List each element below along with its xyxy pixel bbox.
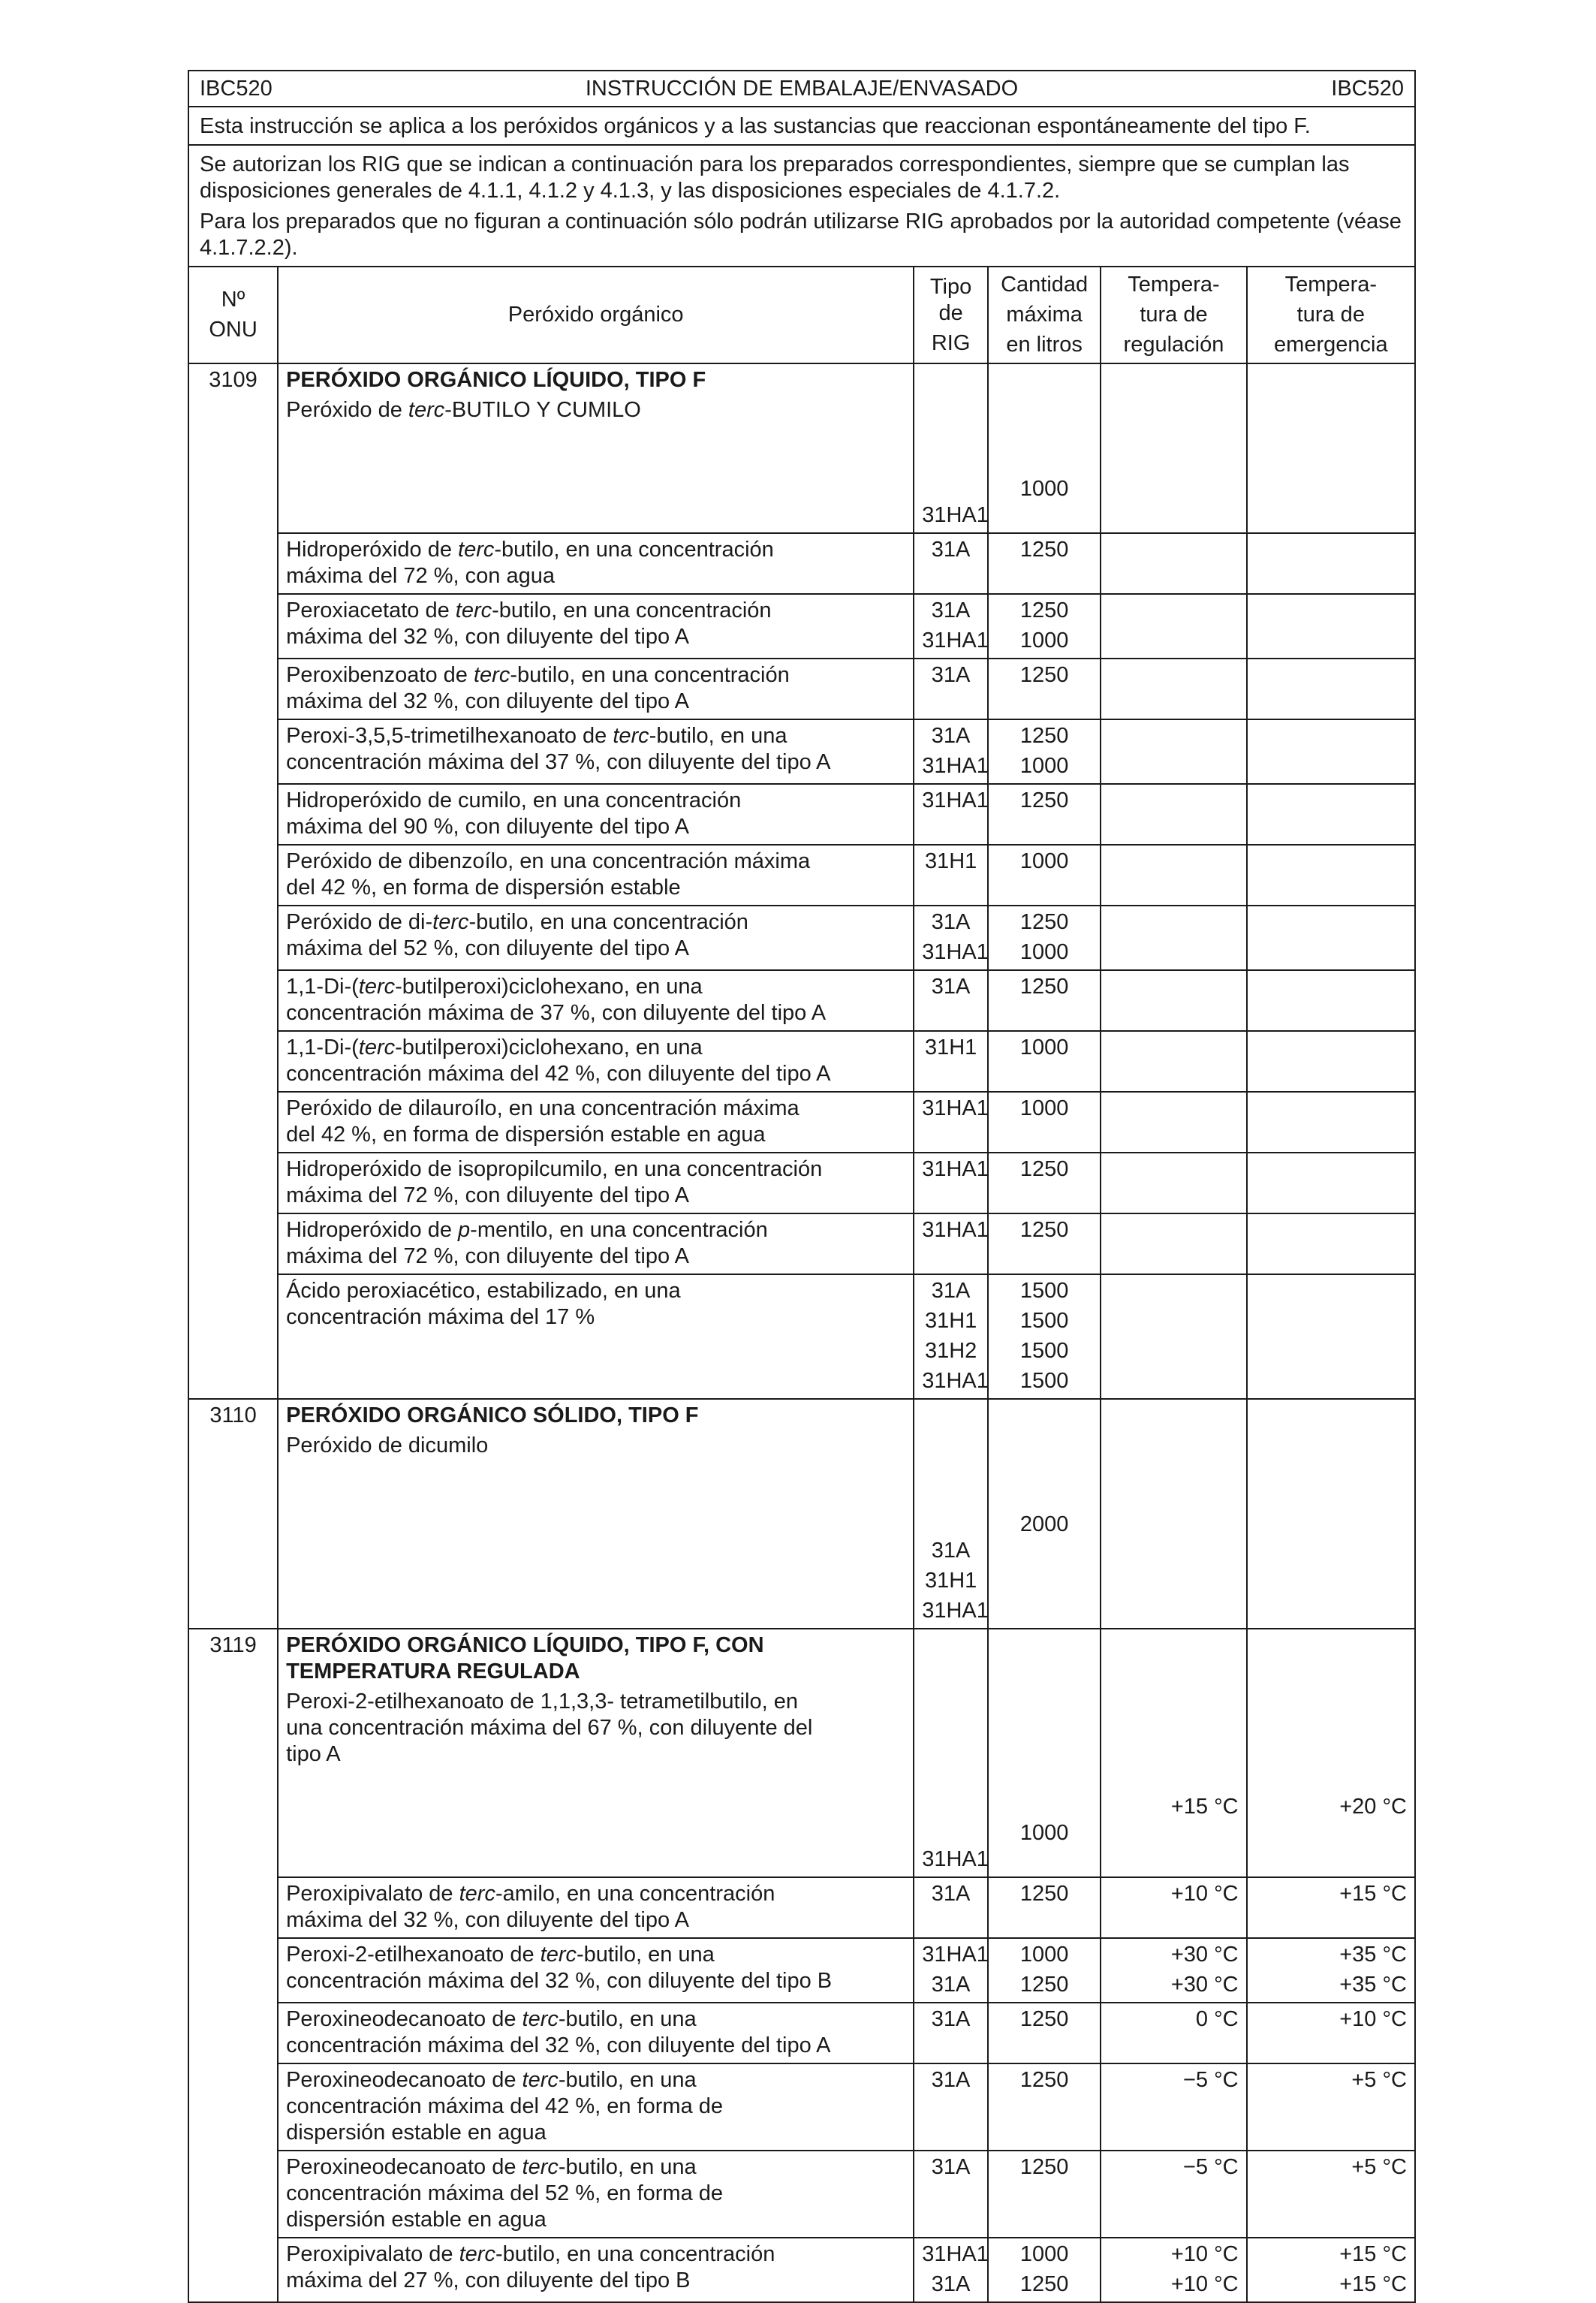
peroxide-name: Hidroperóxido de cumilo, en una concentración máxima del 90 %, con diluyente del tipo A	[286, 788, 742, 839]
ibc-type: 31HA1	[922, 940, 989, 964]
peroxide-description-cell	[278, 1629, 914, 1877]
ibc-type-cell	[914, 1629, 988, 1877]
control-temp-cell	[1101, 719, 1246, 784]
authorization-paragraph: Se autorizan los RIG que se indican a continuación para los preparados correspondientes, siempre que se cumplan las disposiciones generales de 4.1.1, 4.1.2 y 4.1.3, y las disposiciones especiales de 4.1.7.2.	[200, 152, 1350, 203]
max-quantity: 1250	[1019, 1157, 1069, 1181]
table-row	[189, 2238, 1414, 2301]
emergency-temp-cell	[1247, 533, 1414, 594]
un-number-cell	[189, 594, 278, 659]
max-quantity-cell	[988, 1399, 1101, 1629]
peroxide-description-cell	[278, 1213, 914, 1274]
control-temp-cell	[1101, 2063, 1246, 2151]
control-temp-cell	[1101, 1213, 1246, 1274]
ibc-type: 31HA1	[922, 1218, 989, 1242]
instruction-title: INSTRUCCIÓN DE EMBALAJE/ENVASADO	[585, 77, 1019, 101]
max-quantity-cell	[988, 2063, 1101, 2151]
ibc-type: 31H1	[924, 1309, 977, 1333]
authorization-note	[189, 146, 1414, 267]
instruction-header	[189, 71, 1414, 107]
un-number-cell	[189, 906, 278, 970]
max-quantity: 1250	[1019, 663, 1069, 687]
max-quantity: 1000	[1019, 754, 1069, 778]
control-temp-cell	[1101, 1938, 1246, 2003]
peroxide-description-cell	[278, 1274, 914, 1399]
table-row	[189, 1399, 1414, 1629]
max-quantity: 1250	[1019, 910, 1069, 934]
ibc-type-cell	[914, 533, 988, 594]
max-quantity: 1250	[1019, 1973, 1069, 1997]
ibc-type: 31HA1	[922, 1096, 989, 1120]
ibc-type-cell	[914, 1153, 988, 1213]
ibc-type-cell	[914, 784, 988, 845]
table-row	[189, 2063, 1414, 2151]
table-row	[189, 1274, 1414, 1399]
peroxide-description-cell	[278, 719, 914, 784]
max-quantity-cell	[988, 1938, 1101, 2003]
ibc-type-cell	[914, 970, 988, 1031]
emergency-temp-cell	[1247, 2063, 1414, 2151]
max-quantity-cell	[988, 363, 1101, 533]
peroxide-description-cell	[278, 970, 914, 1031]
ibc-type: 31A	[931, 1539, 971, 1563]
table-row	[189, 594, 1414, 659]
un-number-cell	[189, 2063, 278, 2151]
emergency-temp: +5 °C	[1351, 2068, 1407, 2092]
max-quantity-cell	[988, 1092, 1101, 1153]
max-quantity: 1000	[1019, 940, 1069, 964]
ibc-type: 31A	[931, 1279, 971, 1303]
max-quantity: 1000	[1019, 1035, 1069, 1060]
control-temp-cell	[1101, 533, 1246, 594]
max-quantity: 1500	[1019, 1309, 1069, 1333]
max-quantity: 1250	[1019, 2155, 1069, 2179]
emergency-temp: +5 °C	[1351, 2155, 1407, 2179]
table-row	[189, 1031, 1414, 1092]
table-row	[189, 533, 1414, 594]
table-row	[189, 1629, 1414, 1877]
emergency-temp-cell	[1247, 906, 1414, 970]
group-title: PERÓXIDO ORGÁNICO LÍQUIDO, TIPO F, CON TEMPERATURA REGULADA	[286, 1633, 764, 1684]
max-quantity: 1250	[1019, 1218, 1069, 1242]
ibc-type-cell	[914, 2003, 988, 2063]
peroxide-description-cell	[278, 2151, 914, 2238]
max-quantity-cell	[988, 970, 1101, 1031]
emergency-temp-cell	[1247, 845, 1414, 906]
ibc-type: 31HA1	[922, 629, 989, 653]
ibc-type-cell	[914, 2238, 988, 2301]
table-header-row	[189, 267, 1414, 363]
peroxide-description-cell	[278, 594, 914, 659]
approval-paragraph: Para los preparados que no figuran a continuación sólo podrán utilizarse RIG aprobados por la autoridad competente (véase 4.1.7.2.2).	[200, 210, 1402, 260]
max-quantity: 1000	[1019, 1821, 1069, 1845]
control-temp-cell	[1101, 1629, 1246, 1877]
ibc-type: 31A	[931, 663, 971, 687]
group-title: PERÓXIDO ORGÁNICO LÍQUIDO, TIPO F	[286, 368, 706, 392]
peroxide-name: 1,1-Di-(terc-butilperoxi)ciclohexano, en una concentración máxima de 37 %, con diluyente del tipo A	[286, 975, 827, 1025]
control-temp: −5 °C	[1182, 2068, 1239, 2092]
control-temp-cell	[1101, 1877, 1246, 1938]
ibc-type-cell	[914, 363, 988, 533]
peroxide-description-cell	[278, 2238, 914, 2301]
control-temp: 0 °C	[1195, 2007, 1239, 2031]
peroxide-description-cell	[278, 1938, 914, 2003]
control-temp-cell	[1101, 1031, 1246, 1092]
max-quantity: 1250	[1019, 788, 1069, 812]
col-header-max-quantity: Cantidad máxima en litros	[988, 267, 1101, 363]
peroxide-name: Peroxibenzoato de terc-butilo, en una concentración máxima del 32 %, con diluyente del tipo A	[286, 663, 790, 713]
ibc-type-cell	[914, 1031, 988, 1092]
emergency-temp-cell	[1247, 1092, 1414, 1153]
control-temp-cell	[1101, 1092, 1246, 1153]
ibc-type: 31A	[931, 2068, 971, 2092]
max-quantity: 1500	[1019, 1339, 1069, 1363]
un-number-cell	[189, 1092, 278, 1153]
peroxide-name: Peróxido de dibenzoílo, en una concentración máxima del 42 %, en forma de dispersión estable	[286, 849, 811, 900]
ibc-type: 31H1	[924, 849, 977, 873]
emergency-temp-cell	[1247, 1274, 1414, 1399]
un-number-cell	[189, 533, 278, 594]
peroxide-name: Peroxiacetato de terc-butilo, en una concentración máxima del 32 %, con diluyente del tipo A	[286, 598, 772, 649]
peroxide-name: Hidroperóxido de isopropilcumilo, en una concentración máxima del 72 %, con diluyente del tipo A	[286, 1157, 823, 1207]
ibc-type-cell	[914, 1938, 988, 2003]
ibc-type: 31HA1	[922, 1157, 989, 1181]
col-header-peroxide: Peróxido orgánico	[278, 267, 914, 363]
peroxide-description-cell	[278, 845, 914, 906]
un-number-cell	[189, 1274, 278, 1399]
un-number-cell	[189, 2238, 278, 2301]
emergency-temp-cell	[1247, 1877, 1414, 1938]
max-quantity-cell	[988, 1153, 1101, 1213]
max-quantity: 1500	[1019, 1369, 1069, 1393]
un-number-cell: 3109	[189, 363, 278, 533]
emergency-temp-cell	[1247, 594, 1414, 659]
ibc-type: 31HA1	[922, 788, 989, 812]
control-temp-cell	[1101, 970, 1246, 1031]
peroxide-name: Peroxipivalato de terc-amilo, en una concentración máxima del 32 %, con diluyente del tipo A	[286, 1882, 775, 1932]
table-row	[189, 363, 1414, 533]
table-row	[189, 2003, 1414, 2063]
emergency-temp-cell	[1247, 363, 1414, 533]
emergency-temp-cell	[1247, 2151, 1414, 2238]
max-quantity-cell	[988, 533, 1101, 594]
table-row	[189, 1092, 1414, 1153]
emergency-temp: +35 °C	[1339, 1973, 1407, 1997]
max-quantity-cell	[988, 2151, 1101, 2238]
peroxide-name: Peróxido de dilauroílo, en una concentración máxima del 42 %, en forma de dispersión estable en agua	[286, 1096, 800, 1147]
emergency-temp-cell	[1247, 1031, 1414, 1092]
peroxide-name: Peróxido de dicumilo	[286, 1433, 489, 1457]
max-quantity: 1250	[1019, 724, 1069, 748]
peroxide-name: 1,1-Di-(terc-butilperoxi)ciclohexano, en una concentración máxima del 42 %, con diluyente del tipo A	[286, 1035, 831, 1086]
peroxide-description-cell	[278, 659, 914, 719]
control-temp-cell	[1101, 1153, 1246, 1213]
peroxide-description-cell	[278, 1153, 914, 1213]
emergency-temp: +35 °C	[1339, 1943, 1407, 1967]
peroxide-description-cell	[278, 2003, 914, 2063]
scope-text: Esta instrucción se aplica a los peróxidos orgánicos y a las sustancias que reaccionan espontáneamente del tipo F.	[200, 114, 1311, 138]
ibc-type: 31HA1	[922, 1599, 989, 1623]
un-number-cell	[189, 1153, 278, 1213]
emergency-temp-cell	[1247, 1399, 1414, 1629]
emergency-temp-cell	[1247, 1938, 1414, 2003]
instruction-code-left: IBC520	[200, 77, 273, 101]
max-quantity: 1500	[1019, 1279, 1069, 1303]
control-temp: +10 °C	[1170, 1882, 1239, 1906]
ibc-type: 31HA1	[922, 1369, 989, 1393]
table-row	[189, 1877, 1414, 1938]
max-quantity: 1250	[1019, 2272, 1069, 2296]
emergency-temp-cell	[1247, 970, 1414, 1031]
table-row	[189, 845, 1414, 906]
ibc-type: 31A	[931, 910, 971, 934]
table-row	[189, 1153, 1414, 1213]
ibc-type: 31A	[931, 1882, 971, 1906]
packing-instruction-document	[188, 70, 1416, 2303]
max-quantity-cell	[988, 845, 1101, 906]
emergency-temp-cell	[1247, 2238, 1414, 2301]
table-row	[189, 906, 1414, 970]
un-number-cell	[189, 1877, 278, 1938]
max-quantity-cell	[988, 2238, 1101, 2301]
instruction-code-right: IBC520	[1331, 77, 1404, 101]
peroxide-table-body	[189, 363, 1414, 2301]
col-header-un-number: Nº ONU	[209, 288, 257, 342]
emergency-temp-cell	[1247, 1213, 1414, 1274]
peroxide-name: Peróxido de di-terc-butilo, en una concentración máxima del 52 %, con diluyente del tipo A	[286, 910, 748, 960]
emergency-temp-cell	[1247, 2003, 1414, 2063]
max-quantity-cell	[988, 906, 1101, 970]
control-temp-cell	[1101, 2238, 1246, 2301]
max-quantity-cell	[988, 784, 1101, 845]
un-number-cell	[189, 2151, 278, 2238]
peroxide-description-cell	[278, 784, 914, 845]
peroxide-name: Peroxineodecanoato de terc-butilo, en una concentración máxima del 52 %, en forma de dispersión estable en agua	[286, 2155, 724, 2232]
max-quantity-cell	[988, 1629, 1101, 1877]
peroxide-name: Peroxineodecanoato de terc-butilo, en una concentración máxima del 42 %, en forma de dispersión estable en agua	[286, 2068, 724, 2145]
max-quantity: 1250	[1019, 538, 1069, 562]
ibc-type: 31HA1	[922, 754, 989, 778]
ibc-type: 31HA1	[922, 2242, 989, 2266]
peroxide-description-cell	[278, 1031, 914, 1092]
ibc-type-cell	[914, 659, 988, 719]
peroxide-description-cell	[278, 2063, 914, 2151]
control-temp-cell	[1101, 1399, 1246, 1629]
peroxide-name: Ácido peroxiacético, estabilizado, en una concentración máxima del 17 %	[286, 1279, 681, 1329]
ibc-type-cell	[914, 1877, 988, 1938]
emergency-temp: +20 °C	[1339, 1795, 1407, 1819]
control-temp-cell	[1101, 784, 1246, 845]
ibc-type-cell	[914, 594, 988, 659]
group-title: PERÓXIDO ORGÁNICO SÓLIDO, TIPO F	[286, 1403, 699, 1427]
max-quantity-cell	[988, 2003, 1101, 2063]
control-temp: −5 °C	[1182, 2155, 1239, 2179]
table-row	[189, 1213, 1414, 1274]
max-quantity: 1250	[1019, 2068, 1069, 2092]
ibc-type: 31HA1	[922, 1847, 989, 1871]
col-header-emergency-temp: Tempera- tura de emergencia	[1247, 267, 1414, 363]
peroxide-description-cell	[278, 906, 914, 970]
emergency-temp: +15 °C	[1339, 2242, 1407, 2266]
peroxide-table	[189, 267, 1414, 2301]
ibc-type-cell	[914, 1213, 988, 1274]
max-quantity-cell	[988, 594, 1101, 659]
ibc-type: 31A	[931, 1973, 971, 1997]
un-number-cell	[189, 845, 278, 906]
un-number-cell	[189, 719, 278, 784]
ibc-type: 31A	[931, 2007, 971, 2031]
emergency-temp-cell	[1247, 659, 1414, 719]
max-quantity: 2000	[1019, 1512, 1069, 1536]
max-quantity-cell	[988, 659, 1101, 719]
control-temp-cell	[1101, 1274, 1246, 1399]
ibc-type: 31A	[931, 2155, 971, 2179]
max-quantity: 1000	[1019, 629, 1069, 653]
control-temp-cell	[1101, 594, 1246, 659]
peroxide-name: Peróxido de terc-BUTILO Y CUMILO	[286, 398, 641, 422]
peroxide-description-cell	[278, 1877, 914, 1938]
emergency-temp-cell	[1247, 1629, 1414, 1877]
emergency-temp: +15 °C	[1339, 2272, 1407, 2296]
un-number-cell	[189, 784, 278, 845]
control-temp: +30 °C	[1170, 1943, 1239, 1967]
table-row	[189, 970, 1414, 1031]
ibc-type: 31A	[931, 975, 971, 999]
table-row	[189, 719, 1414, 784]
ibc-type: 31HA1	[922, 1943, 989, 1967]
max-quantity: 1250	[1019, 2007, 1069, 2031]
peroxide-description-cell	[278, 1092, 914, 1153]
un-number-cell	[189, 1031, 278, 1092]
un-number-cell	[189, 2003, 278, 2063]
max-quantity-cell	[988, 719, 1101, 784]
peroxide-name: Hidroperóxido de p-mentilo, en una concentración máxima del 72 %, con diluyente del tipo A	[286, 1218, 768, 1268]
emergency-temp-cell	[1247, 719, 1414, 784]
control-temp: +15 °C	[1170, 1795, 1239, 1819]
ibc-type-cell	[914, 1092, 988, 1153]
ibc-type: 31A	[931, 538, 971, 562]
ibc-type-cell	[914, 906, 988, 970]
ibc-type: 31H1	[924, 1569, 977, 1593]
un-number-cell: 3110	[189, 1399, 278, 1629]
max-quantity: 1000	[1019, 2242, 1069, 2266]
un-number-cell	[189, 659, 278, 719]
ibc-type: 31HA1	[922, 503, 989, 527]
control-temp-cell	[1101, 363, 1246, 533]
ibc-type-cell	[914, 2151, 988, 2238]
control-temp-cell	[1101, 2151, 1246, 2238]
un-number-cell	[189, 1938, 278, 2003]
max-quantity-cell	[988, 1274, 1101, 1399]
ibc-type-cell	[914, 1399, 988, 1629]
col-header-ibc-type: Tipo de RIG	[914, 267, 988, 363]
ibc-type: 31H2	[924, 1339, 977, 1363]
scope-note	[189, 107, 1414, 146]
peroxide-name: Peroxi-2-etilhexanoato de terc-butilo, en una concentración máxima del 32 %, con diluyente del tipo B	[286, 1943, 833, 1993]
ibc-type: 31A	[931, 2272, 971, 2296]
control-temp: +30 °C	[1170, 1973, 1239, 1997]
ibc-type-cell	[914, 1274, 988, 1399]
control-temp-cell	[1101, 906, 1246, 970]
ibc-type-cell	[914, 845, 988, 906]
max-quantity-cell	[988, 1877, 1101, 1938]
ibc-type: 31H1	[924, 1035, 977, 1060]
max-quantity: 1000	[1019, 1096, 1069, 1120]
peroxide-name: Hidroperóxido de terc-butilo, en una concentración máxima del 72 %, con agua	[286, 538, 774, 588]
ibc-type: 31A	[931, 598, 971, 622]
un-number-cell	[189, 1213, 278, 1274]
max-quantity: 1000	[1019, 1943, 1069, 1967]
peroxide-name: Peroxi-3,5,5-trimetilhexanoato de terc-butilo, en una concentración máxima del 37 %, con diluyente del tipo A	[286, 724, 831, 774]
max-quantity-cell	[988, 1213, 1101, 1274]
max-quantity-cell	[988, 1031, 1101, 1092]
ibc-type-cell	[914, 2063, 988, 2151]
control-temp-cell	[1101, 845, 1246, 906]
control-temp: +10 °C	[1170, 2272, 1239, 2296]
control-temp-cell	[1101, 2003, 1246, 2063]
peroxide-name: Peroxineodecanoato de terc-butilo, en una concentración máxima del 32 %, con diluyente del tipo A	[286, 2007, 831, 2057]
max-quantity: 1250	[1019, 1882, 1069, 1906]
table-row	[189, 784, 1414, 845]
table-row	[189, 659, 1414, 719]
un-number-cell	[189, 970, 278, 1031]
peroxide-description-cell	[278, 533, 914, 594]
ibc-type: 31A	[931, 724, 971, 748]
emergency-temp-cell	[1247, 1153, 1414, 1213]
table-row	[189, 2151, 1414, 2238]
peroxide-name: Peroxi-2-etilhexanoato de 1,1,3,3- tetrametilbutilo, en una concentración máxima del 67 %, con diluyente del tipo A	[286, 1690, 813, 1766]
peroxide-name: Peroxipivalato de terc-butilo, en una concentración máxima del 27 %, con diluyente del tipo B	[286, 2242, 775, 2292]
max-quantity: 1250	[1019, 598, 1069, 622]
max-quantity: 1000	[1019, 477, 1069, 501]
max-quantity: 1000	[1019, 849, 1069, 873]
emergency-temp: +10 °C	[1339, 2007, 1407, 2031]
control-temp-cell	[1101, 659, 1246, 719]
col-header-control-temp: Tempera- tura de regulación	[1101, 267, 1246, 363]
un-number-cell: 3119	[189, 1629, 278, 1877]
ibc-type-cell	[914, 719, 988, 784]
max-quantity: 1250	[1019, 975, 1069, 999]
peroxide-description-cell	[278, 363, 914, 533]
table-row	[189, 1938, 1414, 2003]
control-temp: +10 °C	[1170, 2242, 1239, 2266]
emergency-temp-cell	[1247, 784, 1414, 845]
emergency-temp: +15 °C	[1339, 1882, 1407, 1906]
peroxide-description-cell	[278, 1399, 914, 1629]
